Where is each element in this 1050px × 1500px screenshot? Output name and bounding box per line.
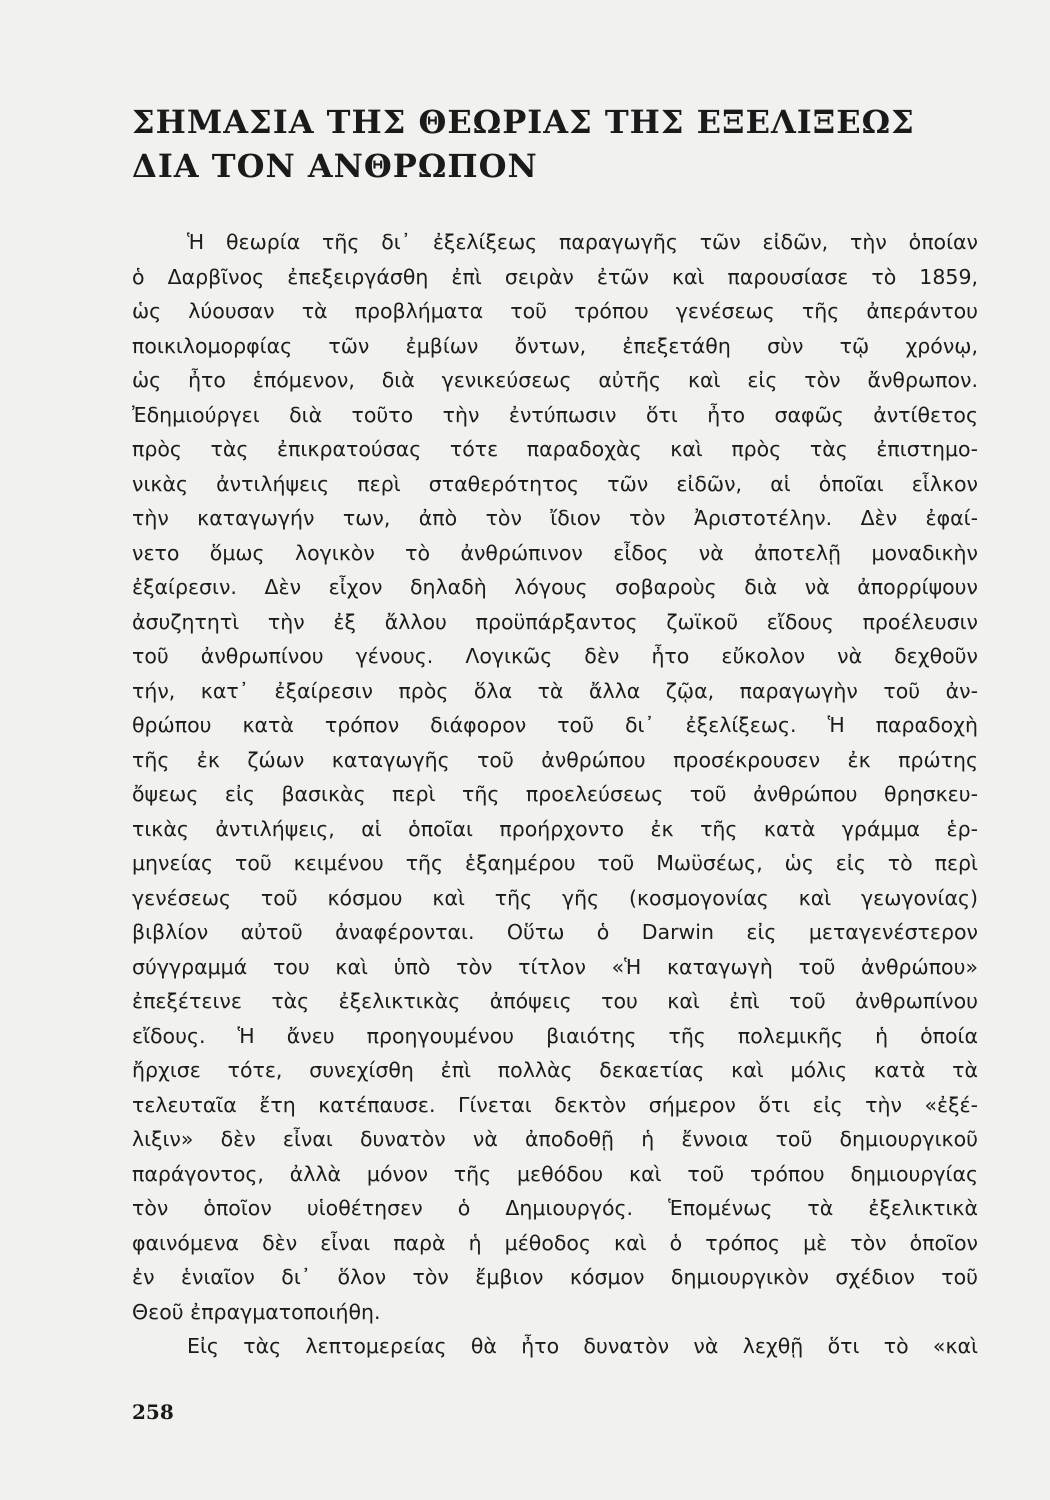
text-line: φαινόμενα δὲν εἶναι παρὰ ἡ μέθοδος καὶ ὁ τρόπος μὲ τὸν ὁποῖον (132, 1230, 978, 1255)
text-line: ἐν ἑνιαῖον δι᾿ ὅλον τὸν ἔμβιον κόσμον δημιουργικὸν σχέδιον τοῦ (132, 1265, 978, 1289)
text-line: πρὸς τὰς ἐπικρατούσας τότε παραδοχὰς καὶ πρὸς τὰς ἐπιστημο- (132, 437, 978, 461)
text-line: τικὰς ἀντιλήψεις, αἱ ὁποῖαι προήρχοντο ἐκ τῆς κατὰ γράμμα ἑρ- (132, 816, 978, 841)
text-line: γενέσεως τοῦ κόσμου καὶ τῆς γῆς (κοσμογονίας καὶ γεωγονίας) (132, 885, 978, 910)
text-line: Εἰς τὰς λεπτομερείας θὰ ἦτο δυνατὸν νὰ λεχθῇ ὅτι τὸ «καὶ (187, 1334, 978, 1358)
text-line: ὡς ἦτο ἑπόμενον, διὰ γενικεύσεως αὐτῆς καὶ εἰς τὸν ἄνθρωπον. (132, 368, 978, 392)
text-line: τήν, κατ᾿ ἐξαίρεσιν πρὸς ὅλα τὰ ἄλλα ζῷα, παραγωγὴν τοῦ ἀν- (132, 678, 978, 703)
text-line: νετο ὅμως λογικὸν τὸ ἀνθρώπινον εἶδος νὰ ἀποτελῇ μοναδικὴν (132, 540, 978, 565)
text-line: ἐπεξέτεινε τὰς ἐξελικτικὰς ἀπόψεις του καὶ ἐπὶ τοῦ ἀνθρωπίνου (132, 989, 978, 1013)
text-line: σύγγραμμά του καὶ ὑπὸ τὸν τίτλον «Ἡ καταγωγὴ τοῦ ἀνθρώπου» (132, 954, 978, 979)
text-line: ὡς λύουσαν τὰ προβλήματα τοῦ τρόπου γενέσεως τῆς ἀπεράντου (132, 299, 978, 323)
text-line: εἴδους. Ἡ ἄνευ προηγουμένου βιαιότης τῆς πολεμικῆς ἡ ὁποία (132, 1023, 978, 1048)
text-line: τὴν καταγωγήν των, ἀπὸ τὸν ἴδιον τὸν Ἀριστοτέλην. Δὲν ἐφαί- (132, 506, 978, 530)
text-line: παράγοντος, ἀλλὰ μόνον τῆς μεθόδου καὶ τοῦ τρόπου δημιουργίας (132, 1161, 978, 1186)
chapter-title-line: ΔΙΑ ΤΟΝ ΑΝΘΡΩΠΟΝ (132, 147, 538, 185)
text-line: τελευταῖα ἔτη κατέπαυσε. Γίνεται δεκτὸν σήμερον ὅτι εἰς τὴν «ἐξέ- (132, 1092, 978, 1117)
text-line: τοῦ ἀνθρωπίνου γένους. Λογικῶς δὲν ἦτο εὔκολον νὰ δεχθοῦν (132, 644, 978, 668)
text-line: ἤρχισε τότε, συνεχίσθη ἐπὶ πολλὰς δεκαετίας καὶ μόλις κατὰ τὰ (132, 1058, 978, 1082)
page-number: 258 (132, 1400, 174, 1424)
text-line: ὄψεως εἰς βασικὰς περὶ τῆς προελεύσεως τοῦ ἀνθρώπου θρησκευ- (132, 782, 978, 806)
text-line: λιξιν» δὲν εἶναι δυνατὸν νὰ ἀποδοθῇ ἡ ἔννοια τοῦ δημιουργικοῦ (132, 1127, 978, 1151)
text-line: Ἐδημιούργει διὰ τοῦτο τὴν ἐντύπωσιν ὅτι ἦτο σαφῶς ἀντίθετος (132, 402, 978, 427)
text-line: Θεοῦ ἐπραγματοποιήθη. (132, 1299, 381, 1324)
text-line: Ἡ θεωρία τῆς δι᾿ ἐξελίξεως παραγωγῆς τῶν εἰδῶν, τὴν ὁποίαν (187, 230, 978, 254)
text-line: τὸν ὁποῖον υἱοθέτησεν ὁ Δημιουργός. Ἑπομένως τὰ ἐξελικτικὰ (132, 1196, 978, 1220)
chapter-title-line: ΣΗΜΑΣΙΑ ΤΗΣ ΘΕΩΡΙΑΣ ΤΗΣ ΕΞΕΛΙΞΕΩΣ (132, 103, 915, 141)
text-line: βιβλίον αὐτοῦ ἀναφέρονται. Οὕτω ὁ Darwin εἰς μεταγενέστερον (132, 920, 978, 944)
text-line: μηνείας τοῦ κειμένου τῆς ἑξαημέρου τοῦ Μωϋσέως, ὡς εἰς τὸ περὶ (132, 851, 978, 875)
text-line: ἐξαίρεσιν. Δὲν εἶχον δηλαδὴ λόγους σοβαροὺς διὰ νὰ ἀπορρίψουν (132, 575, 978, 599)
text-line: τῆς ἐκ ζώων καταγωγῆς τοῦ ἀνθρώπου προσέκρουσεν ἐκ πρώτης (132, 747, 978, 772)
chapter-title (132, 100, 992, 188)
text-line: νικὰς ἀντιλήψεις περὶ σταθερότητος τῶν εἰδῶν, αἱ ὁποῖαι εἷλκον (132, 471, 978, 496)
text-line: ὁ Δαρβῖνος ἐπεξειργάσθη ἐπὶ σειρὰν ἐτῶν καὶ παρουσίασε τὸ 1859, (132, 264, 978, 289)
text-line: ποικιλομορφίας τῶν ἐμβίων ὄντων, ἐπεξετάθη σὺν τῷ χρόνῳ, (132, 333, 978, 358)
text-line: θρώπου κατὰ τρόπον διάφορον τοῦ δι᾿ ἐξελίξεως. Ἡ παραδοχὴ (132, 713, 978, 737)
text-line: ἀσυζητητὶ τὴν ἐξ ἄλλου προϋπάρξαντος ζωϊκοῦ εἴδους προέλευσιν (132, 609, 978, 634)
body-text (132, 225, 978, 1364)
